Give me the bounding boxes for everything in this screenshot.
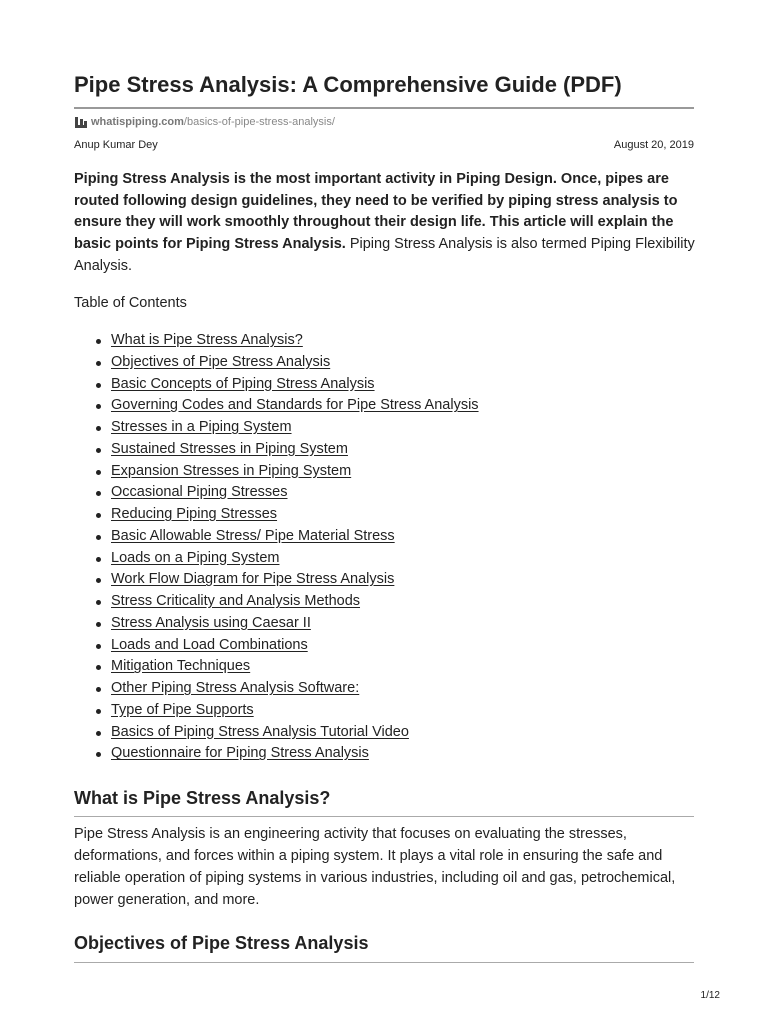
toc-item (74, 635, 479, 657)
toc-link[interactable]: Expansion Stresses in Piping System (111, 462, 352, 479)
toc-item (74, 417, 479, 439)
toc-link[interactable]: Stress Criticality and Analysis Methods (111, 593, 361, 609)
toc-link[interactable]: Questionnaire for Piping Stress Analysis (111, 745, 369, 762)
source-path[interactable]: /basics-of-pipe-stress-analysis/ (183, 116, 335, 128)
toc-link[interactable]: Type of Pipe Supports (111, 701, 254, 718)
toc-item (74, 722, 479, 744)
toc-link[interactable]: Basic Concepts of Piping Stress Analysis (111, 375, 375, 392)
section-heading-objectives: Objectives of Pipe Stress Analysis (74, 933, 369, 953)
page-title: Pipe Stress Analysis: A Comprehensive Guide (PDF) (74, 72, 622, 97)
section-divider (74, 962, 694, 963)
toc-item (74, 352, 479, 374)
source-domain[interactable]: whatispiping.com (91, 116, 184, 128)
toc-item (74, 461, 479, 483)
title-divider (74, 107, 694, 109)
intro-bold-text: Piping Stress Analysis is the most important activity in Piping Design. Once, pipes are routed following design guidelines, they need to be verified by piping stress analysis to ensure they will work smoothly throughout their design life. This article will explain the basic points for Piping Stress Analysis. (74, 171, 678, 253)
section-body-what-is: Pipe Stress Analysis is an engineering activity that focuses on evaluating the stresses, deformations, and forces within a piping system. It plays a vital role in ensuring the safe and reliable operation of piping systems in various industries, including oil and gas, petrochemical, power generation, and more. (74, 826, 676, 908)
toc-item (74, 656, 479, 678)
toc-item (74, 330, 479, 352)
toc-item (74, 591, 479, 613)
toc-link[interactable]: What is Pipe Stress Analysis? (111, 332, 303, 348)
intro-normal-text: Piping Stress Analysis is also termed Piping Flexibility Analysis. (74, 236, 695, 274)
section-divider (74, 816, 694, 817)
publish-date: August 20, 2019 (613, 139, 694, 151)
toc-item (74, 678, 479, 700)
table-of-contents (74, 330, 479, 765)
toc-item (74, 482, 479, 504)
toc-item (74, 395, 479, 417)
toc-item (74, 548, 479, 570)
source-link[interactable] (74, 114, 335, 130)
intro-paragraph (74, 169, 696, 278)
toc-item (74, 743, 479, 765)
toc-item (74, 700, 479, 722)
toc-link[interactable]: Objectives of Pipe Stress Analysis (111, 353, 331, 370)
toc-link[interactable]: Governing Codes and Standards for Pipe Stress Analysis (111, 397, 479, 414)
toc-link[interactable]: Basics of Piping Stress Analysis Tutorial Video (111, 723, 409, 740)
section-heading-what-is: What is Pipe Stress Analysis? (74, 788, 331, 808)
toc-link[interactable]: Sustained Stresses in Piping System (111, 440, 348, 457)
toc-link[interactable]: Stress Analysis using Caesar II (111, 614, 311, 631)
toc-link[interactable]: Mitigation Techniques (111, 658, 251, 675)
author-name: Anup Kumar Dey (74, 139, 158, 151)
toc-title: Table of Contents (74, 295, 187, 311)
toc-link[interactable]: Basic Allowable Stress/ Pipe Material Stress (111, 527, 395, 544)
toc-link[interactable]: Occasional Piping Stresses (111, 484, 288, 501)
toc-link[interactable]: Other Piping Stress Analysis Software: (111, 680, 360, 696)
toc-item (74, 374, 479, 396)
toc-item (74, 439, 479, 461)
toc-link[interactable]: Reducing Piping Stresses (111, 506, 278, 522)
toc-item (74, 526, 479, 548)
page-number: 1/12 (700, 990, 720, 1001)
toc-link[interactable]: Work Flow Diagram for Pipe Stress Analysis (111, 571, 395, 588)
toc-item (74, 613, 479, 635)
site-logo-icon (74, 115, 88, 129)
toc-link[interactable]: Loads on a Piping System (111, 549, 280, 566)
toc-item (74, 504, 479, 526)
toc-link[interactable]: Stresses in a Piping System (111, 419, 292, 435)
toc-item (74, 569, 479, 591)
toc-link[interactable]: Loads and Load Combinations (111, 636, 308, 653)
